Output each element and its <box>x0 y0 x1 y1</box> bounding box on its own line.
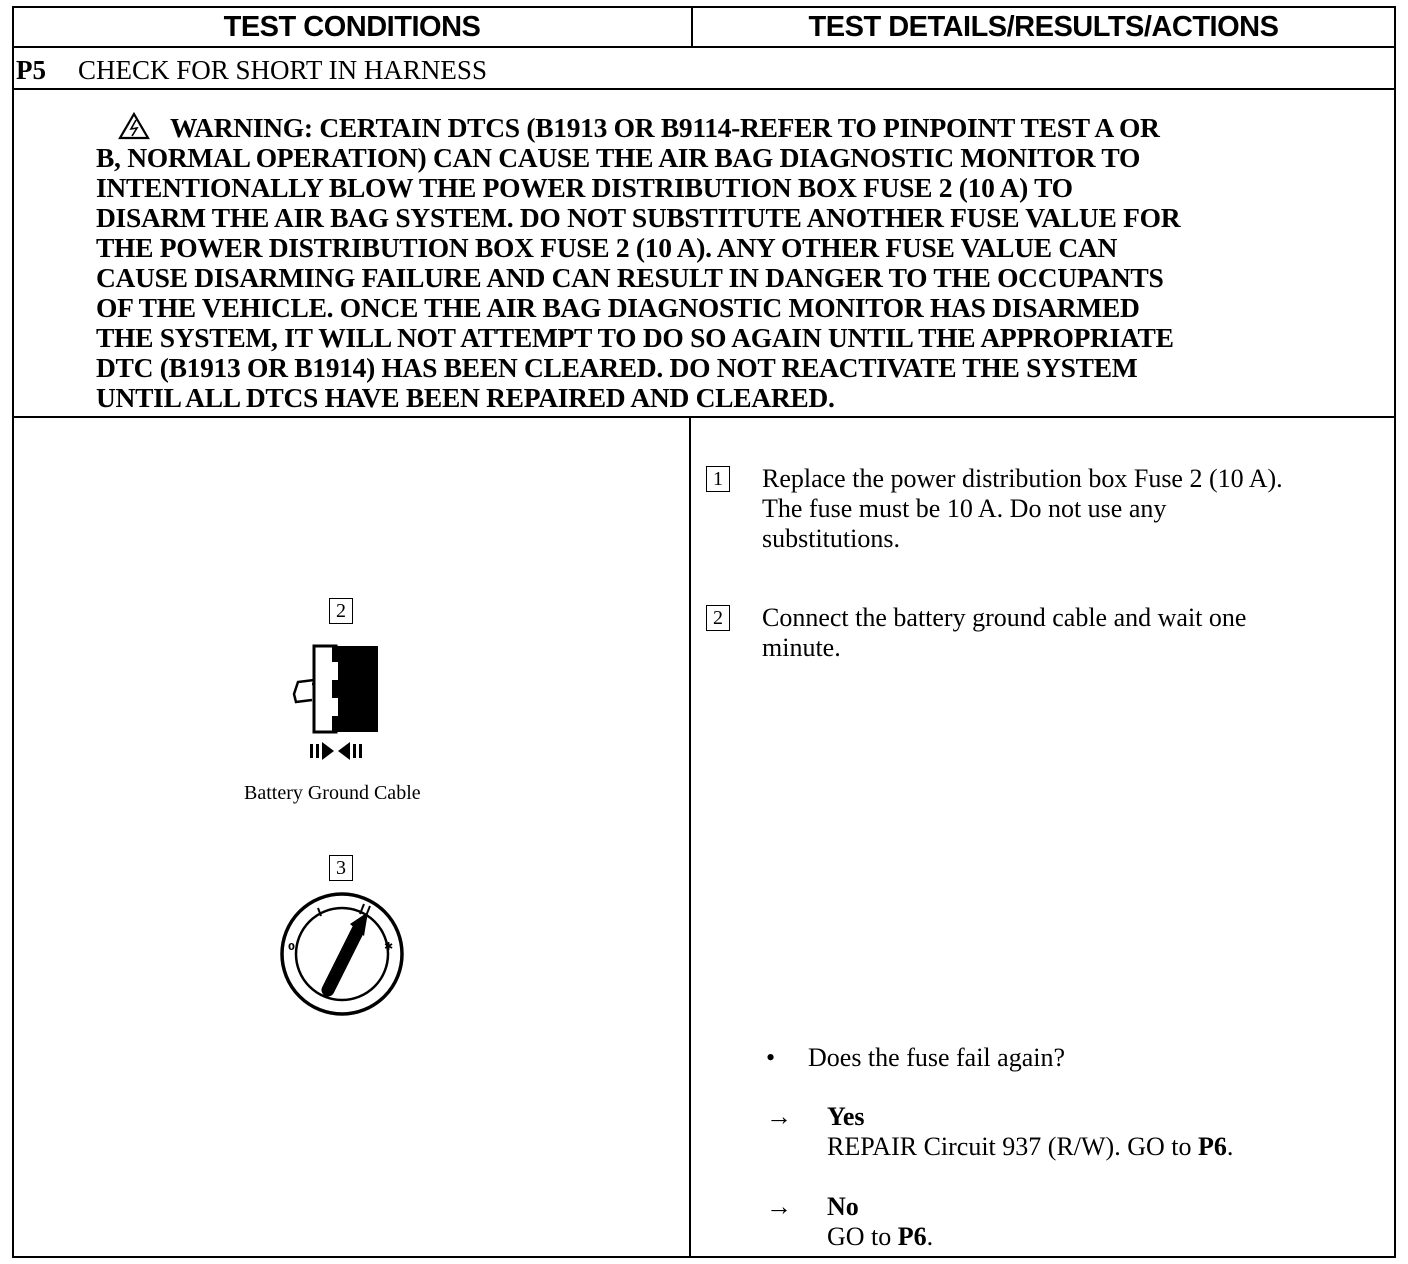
step-title: CHECK FOR SHORT IN HARNESS <box>78 54 487 85</box>
warning-line: B, NORMAL OPERATION) CAN CAUSE THE AIR BAG DIAGNOSTIC MONITOR TO <box>96 142 1141 173</box>
condition-number-box: 2 <box>329 598 353 624</box>
battery-connector-icon <box>288 640 384 771</box>
connector-caption: Battery Ground Cable <box>244 782 421 804</box>
warning-line: WARNING: CERTAIN DTCS (B1913 OR B9114-REFER TO PINPOINT TEST A OR <box>96 112 1386 143</box>
question: • Does the fuse fail again? <box>766 1043 1066 1072</box>
warning-line: INTENTIONALLY BLOW THE POWER DISTRIBUTION BOX FUSE 2 (10 A) TO <box>96 172 1073 203</box>
detail-number-box: 2 <box>706 605 730 631</box>
body-column-divider <box>689 416 691 1258</box>
answer-label: Yes <box>827 1102 865 1131</box>
warning-line: THE POWER DISTRIBUTION BOX FUSE 2 (10 A). ANY OTHER FUSE VALUE CAN <box>96 232 1118 263</box>
step-id: P5 <box>16 54 46 85</box>
header-test-details: TEST DETAILS/RESULTS/ACTIONS <box>808 10 1279 43</box>
warning-line: DISARM THE AIR BAG SYSTEM. DO NOT SUBSTITUTE ANOTHER FUSE VALUE FOR <box>96 202 1181 233</box>
step-heading <box>16 50 487 90</box>
detail-number-box: 1 <box>706 466 730 492</box>
warning-line: THE SYSTEM, IT WILL NOT ATTEMPT TO DO SO AGAIN UNTIL THE APPROPRIATE <box>96 322 1174 353</box>
warning-line: DTC (B1913 OR B1914) HAS BEEN CLEARED. DO NOT REACTIVATE THE SYSTEM <box>96 352 1138 383</box>
svg-text:✱: ✱ <box>384 940 394 953</box>
detail-step-text: Connect the battery ground cable and wait one minute. <box>762 603 1247 662</box>
warning-line: UNTIL ALL DTCS HAVE BEEN REPAIRED AND CLEARED. <box>96 382 835 413</box>
right-arrow-icon: → <box>766 1192 792 1221</box>
answer-label: No <box>827 1192 859 1221</box>
detail-step-text: Replace the power distribution box Fuse 2 (10 A). The fuse must be 10 A. Do not use any substitutions. <box>762 464 1283 553</box>
answer-action: REPAIR Circuit 937 (R/W). GO to P6. <box>827 1132 1234 1161</box>
header-test-conditions: TEST CONDITIONS <box>223 10 481 43</box>
condition-number-box: 3 <box>329 855 353 881</box>
warning-block <box>96 112 1386 413</box>
detail-step <box>706 464 1386 556</box>
warning-line: CAUSE DISARMING FAILURE AND CAN RESULT IN DANGER TO THE OCCUPANTS <box>96 262 1164 293</box>
svg-text:0: 0 <box>288 942 295 953</box>
electrical-hazard-warning-icon <box>118 112 150 140</box>
warning-line: OF THE VEHICLE. ONCE THE AIR BAG DIAGNOSTIC MONITOR HAS DISARMED <box>96 292 1140 323</box>
ignition-switch-icon <box>278 892 406 1025</box>
warning-divider <box>12 416 1396 418</box>
answer-action: GO to P6. <box>827 1222 934 1251</box>
bullet-icon: • <box>766 1043 776 1072</box>
detail-step <box>706 603 1386 665</box>
right-arrow-icon: → <box>766 1102 792 1131</box>
